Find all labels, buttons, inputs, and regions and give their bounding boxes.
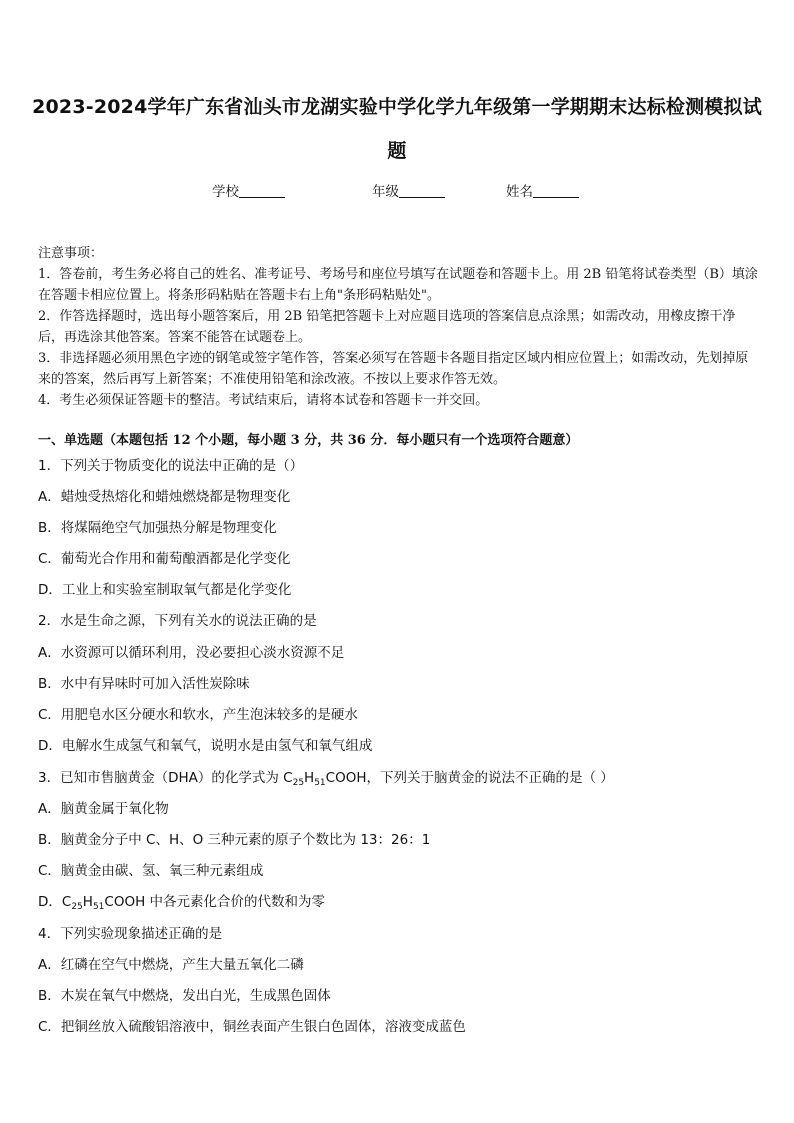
question-3-stem-mid: H	[304, 770, 315, 786]
notes-block	[38, 243, 758, 411]
question-2-option-c: C．用肥皂水区分硬水和软水，产生泡沫较多的是硬水	[38, 707, 358, 723]
question-3-stem-sub-h: 51	[314, 778, 326, 788]
name-label: 姓名	[506, 184, 533, 200]
question-3-option-c: C．脑黄金由碳、氢、氧三种元素组成	[38, 863, 264, 879]
question-3-option-d-sub-h: 51	[92, 902, 105, 912]
grade-field	[372, 180, 445, 200]
grade-blank	[399, 183, 445, 198]
question-1-option-b: B．将煤隔绝空气加强热分解是物理变化	[38, 520, 277, 536]
grade-label: 年级	[372, 184, 399, 200]
exam-title: 2023-2024学年广东省汕头市龙湖实验中学化学九年级第一学期期末达标检测模拟试题	[32, 96, 762, 162]
note-item-4: 4．考生必须保证答题卡的整洁。考试结束后，请将本试卷和答题卡一并交回。	[38, 393, 489, 408]
question-4-stem: 4．下列实验现象描述正确的是	[38, 926, 223, 942]
question-4-option-c: C．把铜丝放入硫酸铝溶液中，铜丝表面产生银白色固体，溶液变成蓝色	[38, 1019, 466, 1035]
question-2-stem: 2．水是生命之源，下列有关水的说法正确的是	[38, 613, 317, 629]
question-1-option-c: C．葡萄光合作用和葡萄酿酒都是化学变化	[38, 551, 291, 567]
question-3-stem-post: COOH，下列关于脑黄金的说法不正确的是（ ）	[325, 770, 614, 786]
question-4-option-b: B．木炭在氧气中燃烧，发出白光，生成黑色固体	[38, 988, 331, 1004]
notes-heading: 注意事项：	[38, 246, 104, 261]
question-3-stem-pre: 3．已知市售脑黄金（DHA）的化学式为 C	[38, 770, 293, 786]
question-3-option-d-mid: H	[82, 894, 93, 910]
question-3-stem	[38, 768, 758, 788]
name-field	[506, 180, 579, 200]
question-3-stem-sub-c: 25	[292, 778, 305, 788]
school-field	[212, 180, 285, 200]
school-blank	[239, 183, 285, 198]
question-3-option-d-post: COOH 中各元素化合价的代数和为零	[104, 894, 326, 910]
section-heading: 一、单选题（本题包括 12 个小题，每小题 3 分，共 36 分．每小题只有一个选项符合题意）	[38, 433, 579, 448]
question-1-option-a: A．蜡烛受热熔化和蜡烛燃烧都是物理变化	[38, 489, 291, 505]
school-label: 学校	[212, 184, 239, 200]
question-4-option-a: A．红磷在空气中燃烧，产生大量五氧化二磷	[38, 957, 304, 973]
note-item-2: 2．作答选择题时，选出每小题答案后，用 2B 铅笔把答题卡上对应题目选项的答案信息点涂黑；如需改动，用橡皮擦干净后，再选涂其他答案。答案不能答在试题卷上。	[38, 309, 736, 345]
question-3-option-d	[38, 892, 758, 912]
name-blank	[533, 183, 579, 198]
question-1-option-d: D．工业上和实验室制取氧气都是化学变化	[38, 582, 292, 598]
note-item-3: 3．非选择题必须用黑色字迹的钢笔或签字笔作答，答案必须写在答题卡各题目指定区域内相应位置上；如需改动，先划掉原来的答案，然后再写上新答案；不准使用铅笔和涂改液。不按以上要求作答无效。	[38, 351, 749, 387]
question-2-option-d: D．电解水生成氢气和氧气，说明水是由氢气和氧气组成	[38, 738, 373, 754]
question-2-option-b: B．水中有异味时可加入活性炭除味	[38, 676, 250, 692]
question-3-option-b: B．脑黄金分子中 C、H、O 三种元素的原子个数比为 13：26：1	[38, 832, 431, 848]
question-3-option-a: A．脑黄金属于氧化物	[38, 801, 169, 817]
question-1-stem: 1．下列关于物质变化的说法中正确的是（）	[38, 458, 304, 474]
note-item-1: 1．答卷前，考生务必将自己的姓名、准考证号、考场号和座位号填写在试题卷和答题卡上。用 2B 铅笔将试卷类型（B）填涂在答题卡相应位置上。将条形码粘贴在答题卡右上角"条形码粘贴处"。	[38, 267, 758, 303]
question-3-option-d-sub-c: 25	[71, 902, 83, 912]
question-2-option-a: A．水资源可以循环利用，没必要担心淡水资源不足	[38, 645, 345, 661]
question-3-option-d-pre: D．C	[38, 894, 72, 910]
